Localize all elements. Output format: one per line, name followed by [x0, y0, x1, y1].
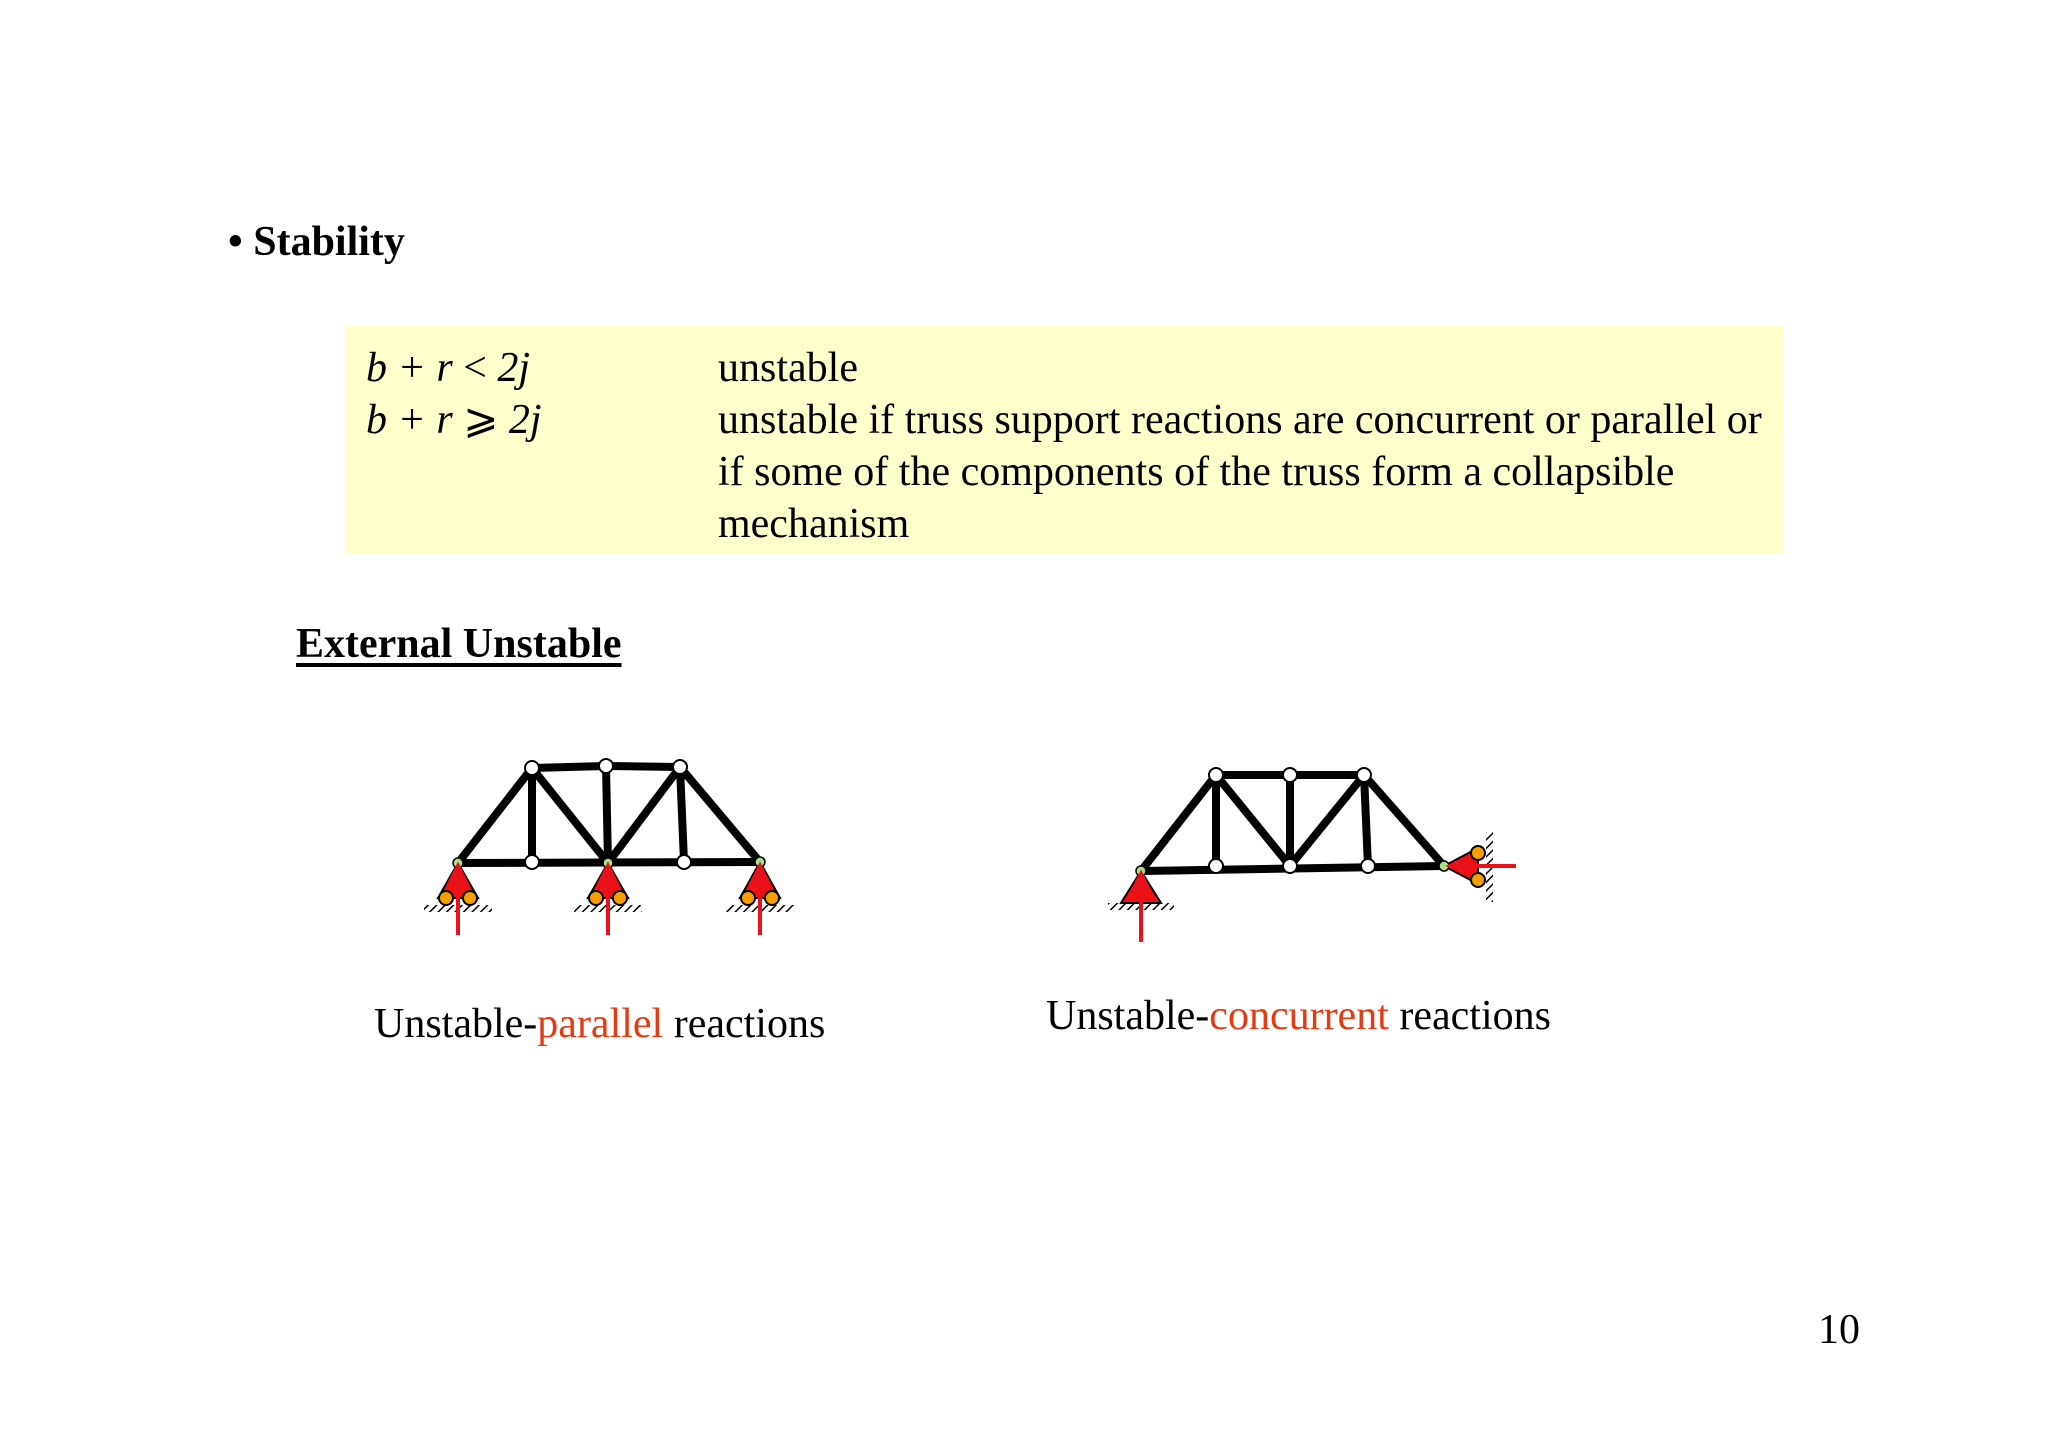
- rule-lhs: b + r: [366, 397, 453, 443]
- caption-text: reactions: [663, 1001, 826, 1047]
- rule-description-1: unstable: [718, 345, 858, 391]
- rule-rhs: 2j: [508, 397, 542, 443]
- bullet: •: [228, 219, 243, 265]
- rule-lhs: b + r: [366, 345, 453, 391]
- figure-caption-concurrent: [1046, 992, 1551, 1040]
- section-title: Stability: [253, 219, 405, 265]
- caption-highlight: parallel: [537, 1001, 664, 1047]
- figure-caption-parallel: [374, 1000, 825, 1048]
- rule-operator: <: [463, 345, 487, 391]
- truss-members: [458, 766, 760, 863]
- truss-parallel-reactions: [424, 759, 794, 935]
- caption-text: Unstable-: [1046, 993, 1210, 1039]
- rule-operator: ⩾: [463, 397, 499, 443]
- rule-description-2: unstable if truss support reactions are concurrent or parallel or if some of the components of the truss form a collapsible mechanism: [718, 397, 1762, 547]
- page-number: 10: [1818, 1307, 1860, 1353]
- truss-members: [1141, 775, 1444, 871]
- caption-highlight: concurrent: [1209, 993, 1389, 1039]
- rule-rhs: 2j: [497, 345, 531, 391]
- reaction-arrows: [450, 866, 768, 935]
- subheading: External Unstable: [296, 621, 622, 667]
- caption-text: reactions: [1388, 993, 1551, 1039]
- caption-text: Unstable-: [374, 1001, 538, 1047]
- truss-concurrent-reactions: [1108, 768, 1516, 942]
